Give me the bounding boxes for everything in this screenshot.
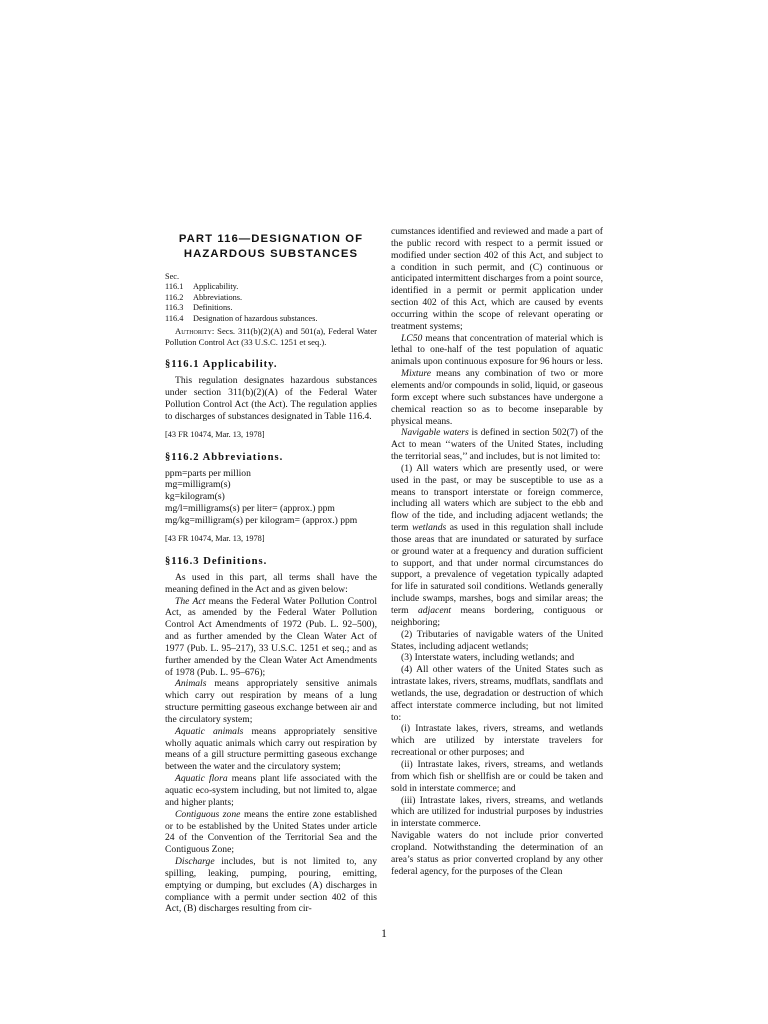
definition-text: means any combination of two or more elements and/or compounds in solid, liquid, or gaseous form except where such substances have undergone a chemical reaction so as to become inseparable by physical means. <box>391 368 603 427</box>
authority-text: Secs. 311(b)(2)(A) and 501(a), Federal Water Pollution Control Act (33 U.S.C. 1251 et seq.). <box>165 326 377 347</box>
page-number: 1 <box>381 928 387 940</box>
definition-text: means appropriately sensitive animals which carry out respiration by means of a lung structure permitting gaseous exchange between air and the circulatory system; <box>165 678 377 725</box>
abbreviation-line: mg=milligram(s) <box>165 479 231 491</box>
defined-term: Contiguous zone <box>175 808 241 820</box>
authority-note <box>165 326 377 347</box>
table-of-contents <box>165 272 377 324</box>
item-text: as used in this regulation shall include those areas that are inundated or saturated by surface or ground water at a frequency and duration sufficient to support, and that under normal circumstances do support, a prevalence of vegetation typically adapted for life in saturated soil conditions. Wetlands generally include swamps, marshes, bogs and similar areas; the term <box>391 522 603 616</box>
definition-the-act <box>165 596 377 679</box>
defined-term: Animals <box>175 678 207 690</box>
defined-term: Navigable waters <box>401 427 469 439</box>
defined-term: adjacent <box>418 605 452 616</box>
defined-term: Aquatic animals <box>175 725 244 737</box>
toc-number: 116.2 <box>165 292 184 302</box>
toc-title: Definitions. <box>193 303 233 313</box>
toc-row <box>165 293 377 303</box>
navigable-item-4: (4) All other waters of the United States such as intrastate lakes, rivers, streams, mudflats, sandflats and wetlands, the use, degradation or destruction of which affect interstate commerce including, but not limited to: <box>391 664 603 723</box>
part-title <box>165 232 377 262</box>
definition-text: is defined in section 502(7) of the Act to mean ‘‘waters of the United States, including the territorial seas,’’ and includes, but is not limited to: <box>391 427 603 463</box>
section-116-2-heading: §116.2 Abbreviations. <box>165 451 284 463</box>
item-text: (1) All waters which are presently used, or were used in the past, or may be susceptible to use as a means to transport interstate or foreign commerce, including all waters which are subject to the ebb and flow of the tide, and including adjacent wetlands; the term <box>391 462 603 534</box>
defined-term: Aquatic flora <box>175 773 228 785</box>
definition-navigable-waters <box>391 427 603 463</box>
section-116-2-citation: [43 FR 10474, Mar. 13, 1978] <box>165 533 265 543</box>
navigable-sub-item-ii: (ii) Intrastate lakes, rivers, streams, and wetlands from which fish or shellfish are or could be taken and sold in interstate commerce; and <box>391 758 603 794</box>
abbreviation-line: mg/l=milligrams(s) per liter= (approx.) ppm <box>165 503 335 515</box>
navigable-item-1 <box>391 463 603 629</box>
definition-contiguous-zone <box>165 809 377 856</box>
right-column <box>391 226 603 877</box>
part-title-line-2: HAZARDOUS SUBSTANCES <box>183 248 359 260</box>
abbreviation-line: ppm=parts per million <box>165 467 251 479</box>
definition-text: means the Federal Water Pollution Control Act, as amended by the Federal Water Pollution Control Act Amendments of 1972 (Pub. L. 92–500), and as further amended by the Clean Water Act of 1977 (Pub. L. 95–217), 33 U.S.C. 1251 et seq.; and as further amended by the Clean Water Act Amendments of 1978 (Pub. L. 95–676); <box>165 595 377 678</box>
toc-row <box>165 303 377 313</box>
abbreviation-line: mg/kg=milligram(s) per kilogram= (approx.) ppm <box>165 514 358 526</box>
defined-term: wetlands <box>412 522 447 534</box>
definition-text: means plant life associated with the aquatic eco-system including, but not limited to, algae and higher plants; <box>165 773 377 808</box>
toc-row <box>165 314 377 324</box>
toc-heading: Sec. <box>165 272 180 281</box>
definition-mixture <box>391 368 603 427</box>
item-text: means bordering, contiguous or neighboring; <box>391 605 603 628</box>
navigable-item-2: (2) Tributaries of navigable waters of the United States, including adjacent wetlands; <box>391 628 603 652</box>
navigable-sub-item-i: (i) Intrastate lakes, rivers, streams, and wetlands which are utilized by interstate travelers for recreational or other purposes; and <box>391 723 603 759</box>
definition-animals <box>165 678 377 725</box>
definition-text: means the entire zone established or to be established by the United States under article 24 of the Convention of the Territorial Sea and the Contiguous Zone; <box>165 808 377 856</box>
toc-number: 116.3 <box>165 303 184 313</box>
left-column <box>165 226 377 915</box>
definition-lc50 <box>391 333 603 369</box>
toc-number: 116.1 <box>165 282 184 292</box>
defined-term: LC50 <box>401 332 423 344</box>
section-116-1-heading: §116.1 Applicability. <box>165 359 278 371</box>
section-116-1-body: This regulation designates hazardous substances under section 311(b)(2)(A) of the Federal Water Pollution Control Act (the Act). The regulation applies to discharges of substances designated in Table 116.4. <box>165 375 377 422</box>
toc-number: 116.4 <box>165 313 184 323</box>
defined-term: The Act <box>175 595 206 607</box>
defined-term: Mixture <box>401 368 432 380</box>
definition-text: includes, but is not limited to, any spilling, leaking, pumping, pouring, emitting, emptying or dumping, but excludes (A) discharges in compliance with a permit under section 402 of this Act, (B) discharges resulting from cir- <box>165 856 377 915</box>
discharge-continuation: cumstances identified and reviewed and made a part of the public record with respect to a permit issued or modified under section 402 of this Act, and subject to a condition in such permit, and (C) continuous or anticipated intermittent discharges from a point source, identified in a permit or permit application under section 402 of this Act, which are caused by events occurring within the scope of relevant operating or treatment systems; <box>391 226 603 332</box>
toc-row <box>165 282 377 292</box>
definition-text: means that concentration of material which is lethal to one-half of the test population of aquatic animals upon continuous exposure for 96 hours or less. <box>391 332 603 368</box>
definition-discharge <box>165 856 377 915</box>
definition-aquatic-flora <box>165 773 377 809</box>
authority-label: Authority: <box>175 326 215 337</box>
abbreviation-line: kg=kilogram(s) <box>165 491 225 503</box>
navigable-closing-paragraph: Navigable waters do not include prior converted cropland. Notwithstanding the determination of an area’s status as prior converted cropland by any other federal agency, for the purposes of the Clean <box>391 830 603 877</box>
definition-text: means appropriately sensitive wholly aquatic animals which carry out respiration by means of a gill structure permitting gaseous exchange between the water and the circulatory system; <box>165 725 377 773</box>
toc-title: Applicability. <box>193 282 239 292</box>
section-116-3-heading: §116.3 Definitions. <box>165 555 268 567</box>
section-116-1-citation: [43 FR 10474, Mar. 13, 1978] <box>165 429 265 439</box>
navigable-item-3: (3) Interstate waters, including wetlands; and <box>401 652 575 664</box>
part-title-line-1: PART 116—DESIGNATION OF <box>178 233 364 245</box>
navigable-sub-item-iii: (iii) Intrastate lakes, rivers, streams, and wetlands which are utilized for industrial purposes by industries in interstate commerce. <box>391 794 603 830</box>
toc-title: Designation of hazardous substances. <box>193 313 318 323</box>
defined-term: Discharge <box>175 856 215 868</box>
definition-aquatic-animals <box>165 726 377 773</box>
toc-title: Abbreviations. <box>193 292 243 302</box>
definitions-intro: As used in this part, all terms shall have the meaning defined in the Act and as given below: <box>165 571 377 595</box>
